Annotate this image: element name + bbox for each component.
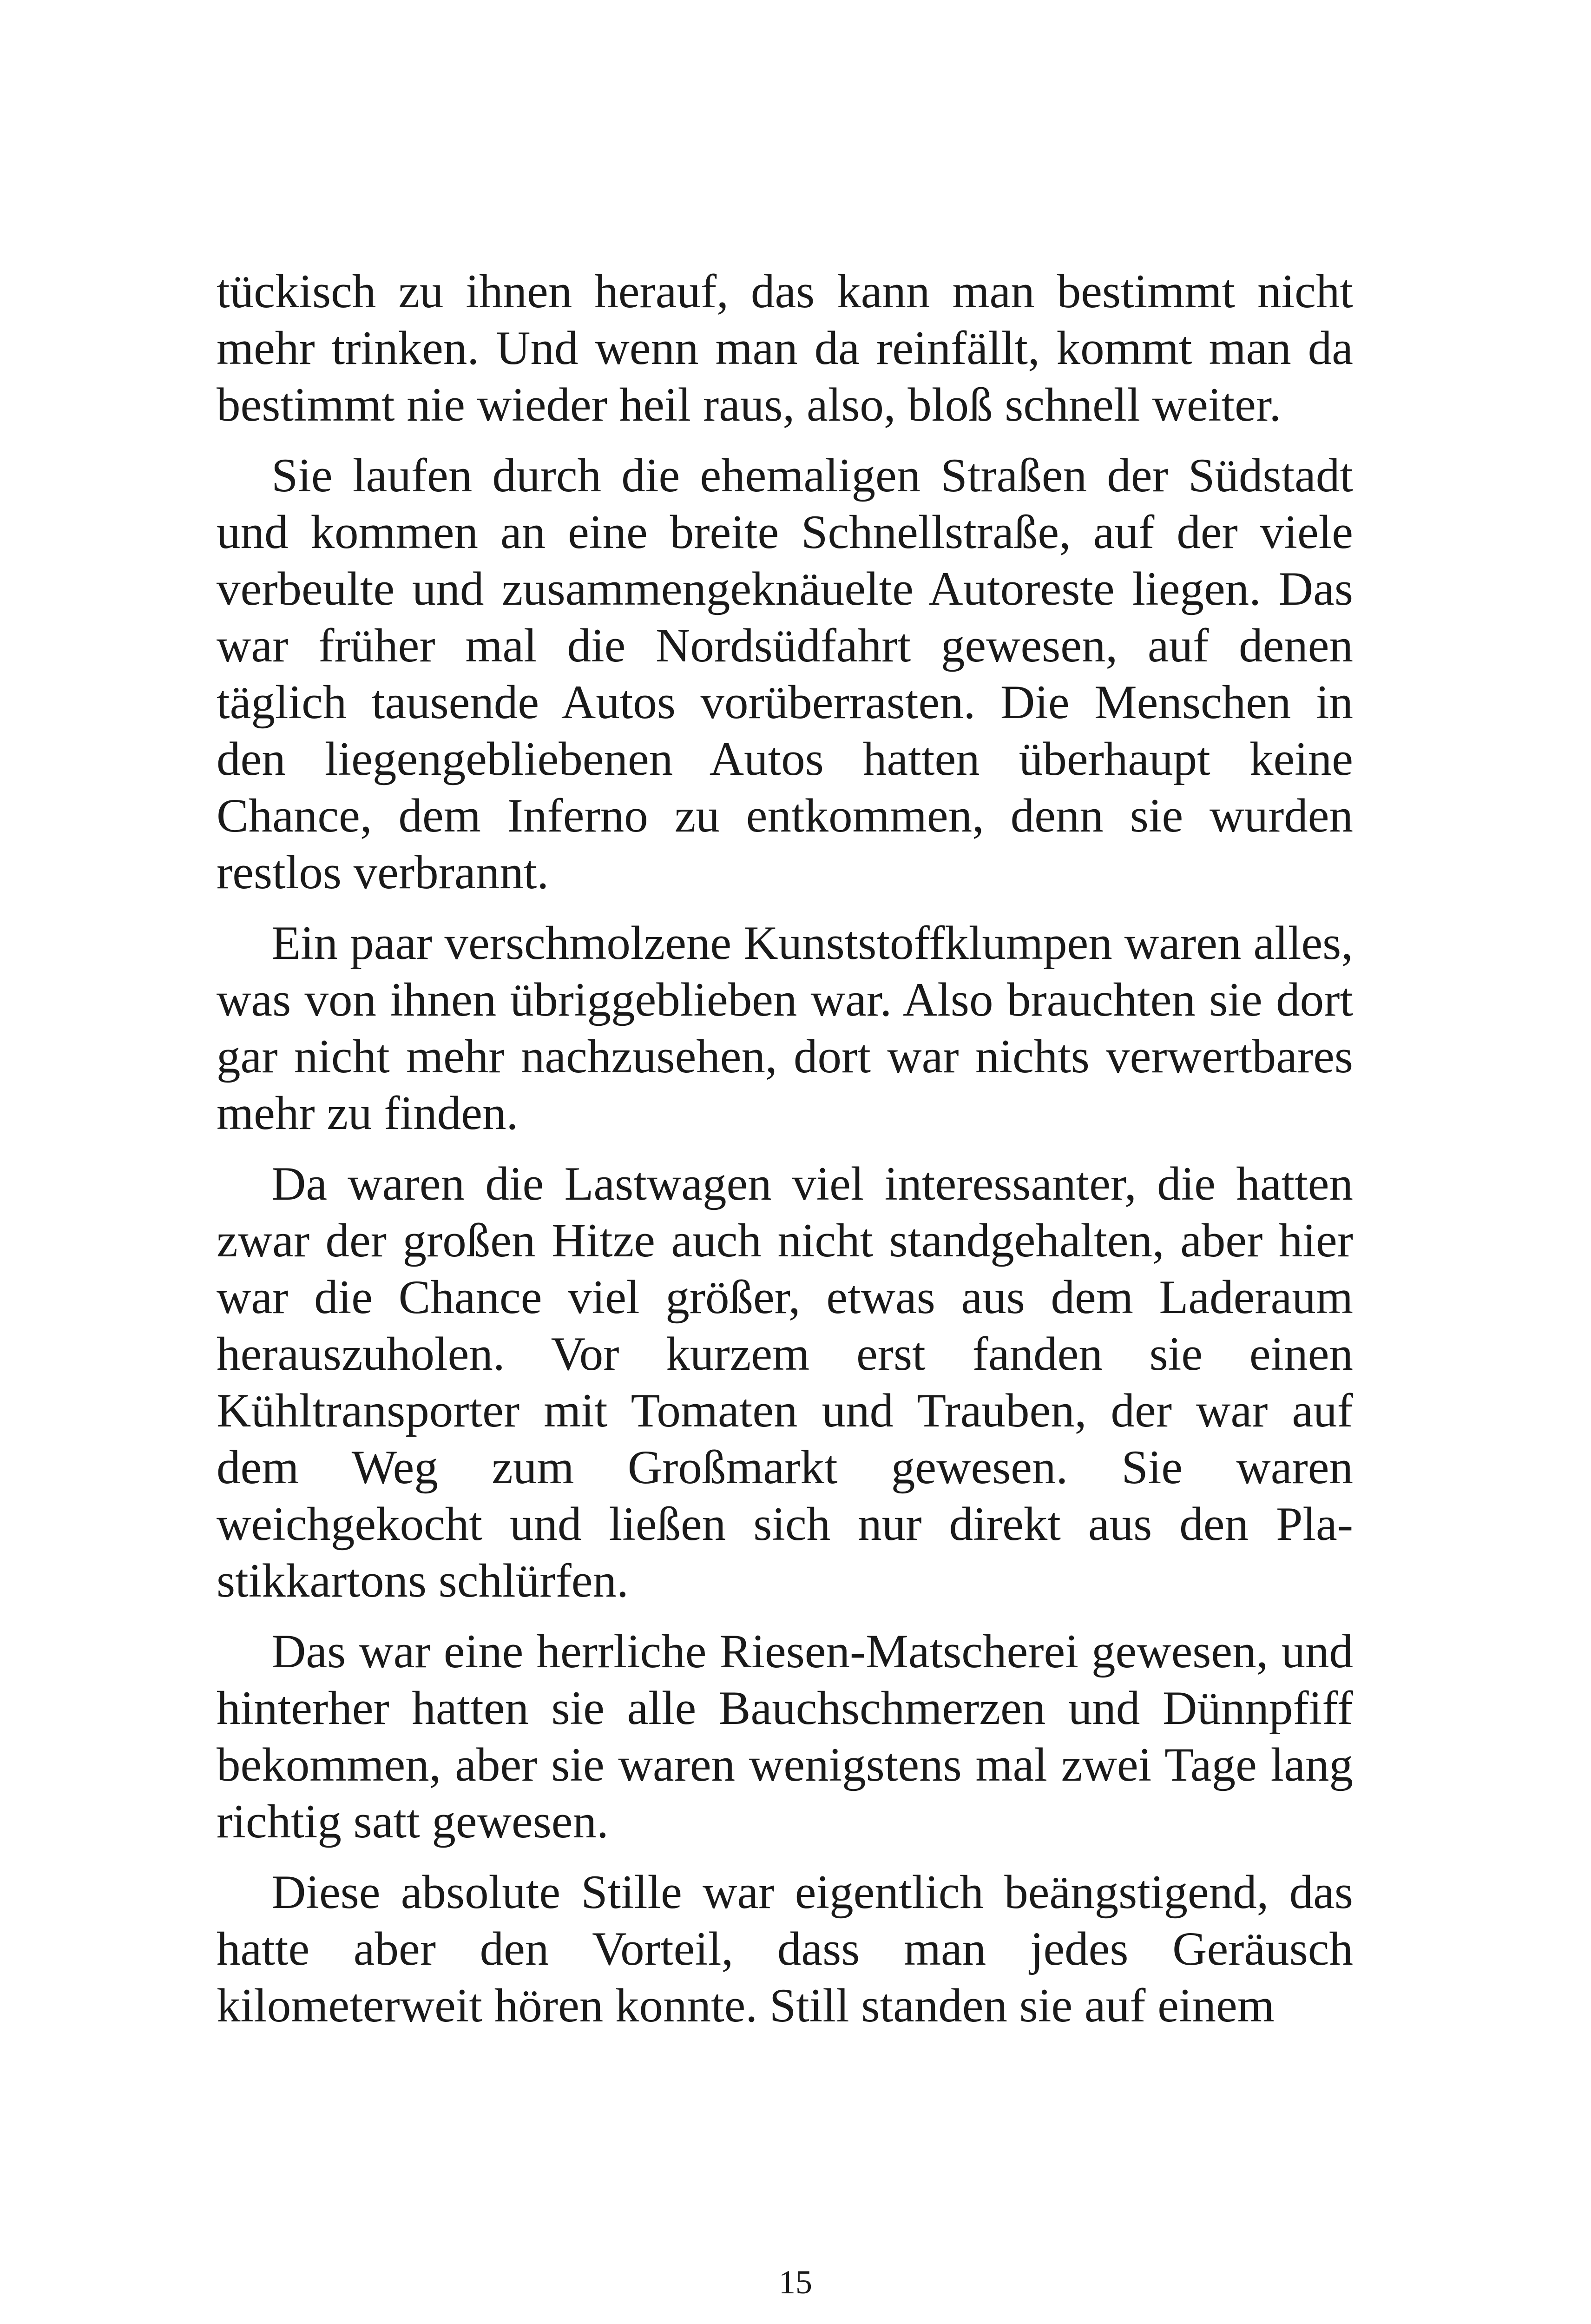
paragraph-2: Sie laufen durch die ehemaligen Straßen der Südstadt und kommen an eine breite Schnellstraße, auf der viele verbeulte und zusammengeknäuelte Autoreste liegen. Das war früher mal die Nordsüdfahrt gewesen, auf denen täglich tausende Autos vorüberrasten. Die Menschen in den liegengebliebenen Autos hatten überhaupt keine Chance, dem Inferno zu entkommen, denn sie wurden restlos verbrannt. — [217, 449, 1353, 899]
paragraph-3: Ein paar verschmolzene Kunststoffklumpen waren alles, was von ihnen übriggeblieben war. Also brauchten sie dort gar nicht mehr nachzusehen, dort war nichts verwertbares mehr zu finden. — [217, 917, 1353, 1140]
paragraph-6: Diese absolute Stille war eigentlich beängstigend, das hatte aber den Vorteil, dass man jedes Geräusch kilometerweit hören konnte. Still standen sie auf einem — [217, 1866, 1353, 2032]
book-page — [217, 263, 1353, 2048]
paragraph-5: Das war eine herrliche Riesen-Matscherei gewesen, und hinterher hatten sie alle Bauchschmerzen und Dünnpfiff bekommen, aber sie waren wenigstens mal zwei Tage lang richtig satt gewesen. — [217, 1625, 1353, 1848]
paragraph-4: Da waren die Lastwagen viel interessanter, die hatten zwar der großen Hitze auch nicht standgehalten, aber hier war die Chance viel größer, etwas aus dem Laderaum herauszuholen. Vor kurzem erst fanden sie einen Kühltransporter mit Tomaten und Trauben, der war auf dem Weg zum Großmarkt gewesen. Sie waren weichgekocht und ließen sich nur direkt aus den Plastikkartons schlürfen. — [217, 1157, 1353, 1607]
body-text — [217, 263, 1353, 2034]
paragraph-1: tückisch zu ihnen herauf, das kann man bestimmt nicht mehr trinken. Und wenn man da reinfällt, kommt man da bestimmt nie wieder heil raus, also, bloß schnell weiter. — [217, 265, 1353, 431]
page-number: 15 — [779, 2264, 812, 2301]
